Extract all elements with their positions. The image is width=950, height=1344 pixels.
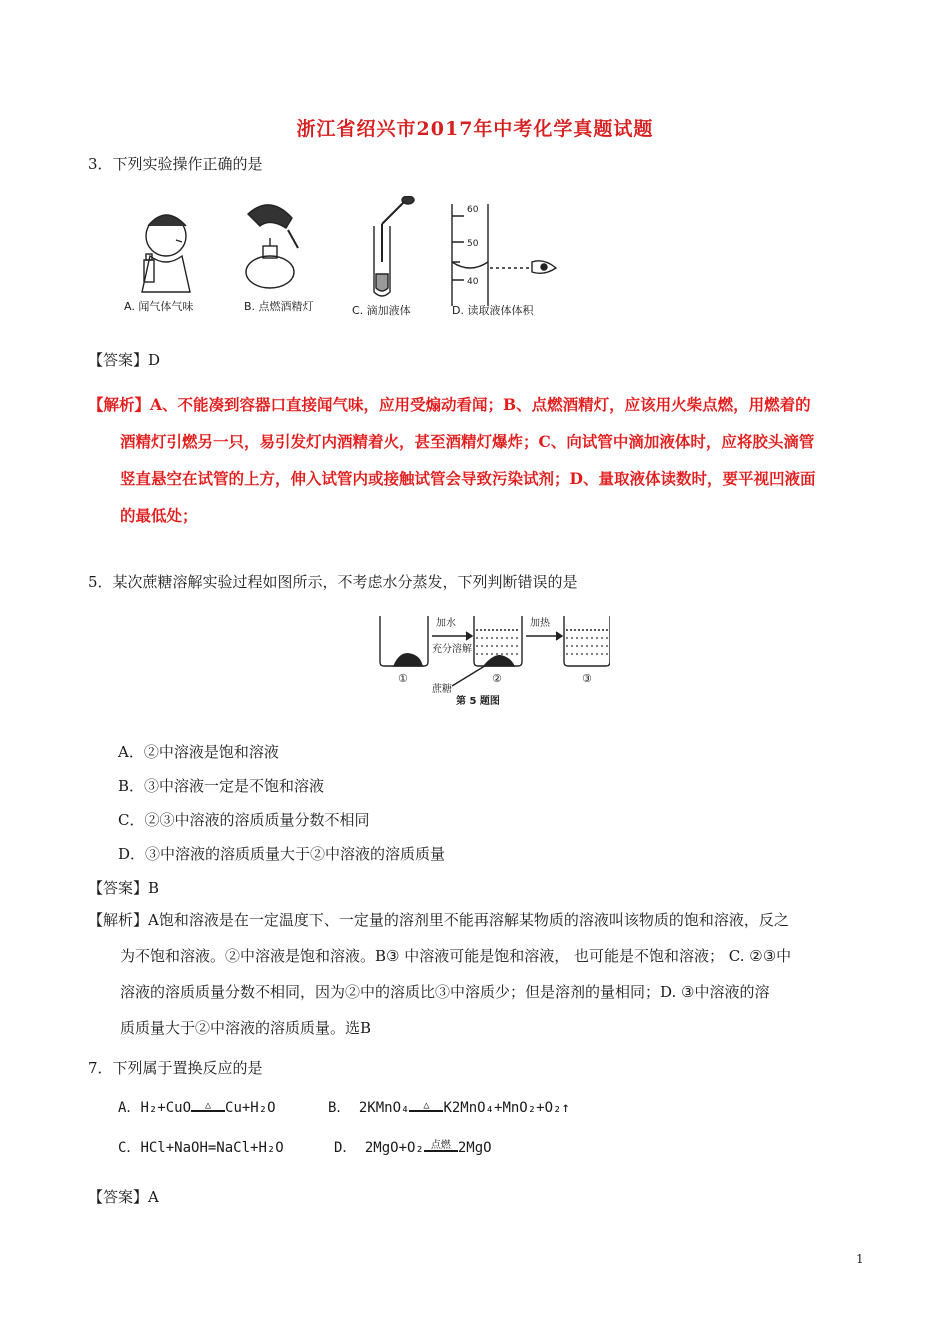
- q3-analysis: [88, 386, 815, 534]
- analysis-line: 质质量大于②中溶液的溶质质量。选B: [120, 1019, 372, 1037]
- fig-label-b: B. 点燃酒精灯: [244, 300, 314, 313]
- cyl-tick-60: 60: [467, 205, 479, 215]
- q5-figure: [370, 608, 610, 708]
- equation-lhs: H₂+CuO: [140, 1100, 192, 1116]
- dissolve-label: 充分溶解: [432, 644, 472, 655]
- person-smelling-illustration: [142, 215, 190, 292]
- beaker-number-1: ①: [398, 672, 408, 685]
- option-label: C．: [118, 1140, 141, 1156]
- analysis-line: 【解析】A饱和溶液是在一定温度下、一定量的溶剂里不能再溶解某物质的溶液叫该物质的饱和溶液，反之: [88, 911, 789, 929]
- dropper-test-tube-illustration: [374, 196, 414, 296]
- q7-option-b: [328, 1097, 570, 1117]
- q5-option-d: D．③中溶液的溶质质量大于②中溶液的溶质质量: [118, 845, 446, 863]
- cyl-tick-50: 50: [467, 239, 479, 249]
- alcohol-lamp-illustration: [246, 205, 298, 288]
- cyl-tick-40: 40: [467, 277, 479, 287]
- heat-label: 加热: [530, 618, 550, 629]
- sugar-label: 蔗糖: [432, 684, 452, 695]
- q7-option-d: [334, 1137, 492, 1157]
- graduated-cylinder-illustration: [452, 204, 556, 306]
- figure-caption: 第 5 题图: [456, 696, 500, 707]
- question-5-stem: 5．某次蔗糖溶解实验过程如图所示，不考虑水分蒸发，下列判断错误的是: [88, 573, 578, 591]
- q7-option-a: [118, 1097, 276, 1117]
- equation-lhs: 2MgO+O₂: [364, 1140, 424, 1156]
- question-7-stem: 7．下列属于置换反应的是: [88, 1059, 263, 1077]
- equation-rhs: Cu+H₂O: [225, 1100, 276, 1116]
- q3-answer: 【答案】D: [88, 351, 161, 369]
- fig-label-a: A. 闻气体气味: [124, 300, 194, 313]
- add-water-label: 加水: [436, 618, 456, 629]
- analysis-line: 竖直悬空在试管的上方，伸入试管内或接触试管会导致污染试剂；D、量取液体读数时，要平视凹液面: [120, 469, 816, 488]
- fig-label-d: D. 读取液体体积: [452, 304, 534, 317]
- equation-rhs: 2MgO: [457, 1140, 492, 1156]
- analysis-line: 酒精灯引燃另一只，易引发灯内酒精着火，甚至酒精灯爆炸；C、向试管中滴加液体时，应将胶头滴管: [120, 432, 815, 451]
- equation: HCl+NaOH=NaCl+H₂O: [140, 1140, 284, 1156]
- q5-option-c: C．②③中溶液的溶质质量分数不相同: [118, 811, 370, 829]
- q5-analysis: [88, 902, 791, 1046]
- condition-text: 点燃: [430, 1140, 451, 1151]
- q7-answer: 【答案】A: [88, 1188, 159, 1206]
- q5-option-b: B．③中溶液一定是不饱和溶液: [118, 777, 325, 795]
- q5-option-a: A．②中溶液是饱和溶液: [118, 743, 279, 761]
- analysis-line: 为不饱和溶液。②中溶液是饱和溶液。B③ 中溶液可能是饱和溶液， 也可能是不饱和溶液； C. ②③中: [120, 947, 792, 965]
- question-3-stem: 3．下列实验操作正确的是: [88, 155, 263, 173]
- condition-text: △: [205, 1100, 212, 1111]
- option-label: B．: [328, 1100, 359, 1116]
- q7-option-c: [118, 1137, 284, 1157]
- option-label: D．: [334, 1140, 365, 1156]
- beaker-number-2: ②: [492, 672, 502, 685]
- condition-text: △: [423, 1100, 430, 1111]
- equation-lhs: 2KMnO₄: [358, 1100, 410, 1116]
- q5-answer: 【答案】B: [88, 879, 160, 897]
- fig-label-c: C. 滴加液体: [352, 304, 411, 317]
- analysis-line: 溶液的溶质质量分数不相同，因为②中的溶质比③中溶质少；但是溶剂的量相同；D. ③中溶液的溶: [120, 983, 770, 1001]
- page-number: 1: [856, 1252, 864, 1266]
- beaker-number-3: ③: [582, 672, 592, 685]
- equation-rhs: K2MnO₄+MnO₂+O₂↑: [443, 1100, 570, 1116]
- analysis-line: 【解析】A、不能凑到容器口直接闻气味，应用受煽动看闻；B、点燃酒精灯，应该用火柴点燃，用燃着的: [88, 395, 811, 414]
- analysis-line: 的最低处；: [120, 506, 198, 525]
- option-label: A．: [118, 1100, 141, 1116]
- page-title: 浙江省绍兴市2017年中考化学真题试题: [296, 118, 654, 140]
